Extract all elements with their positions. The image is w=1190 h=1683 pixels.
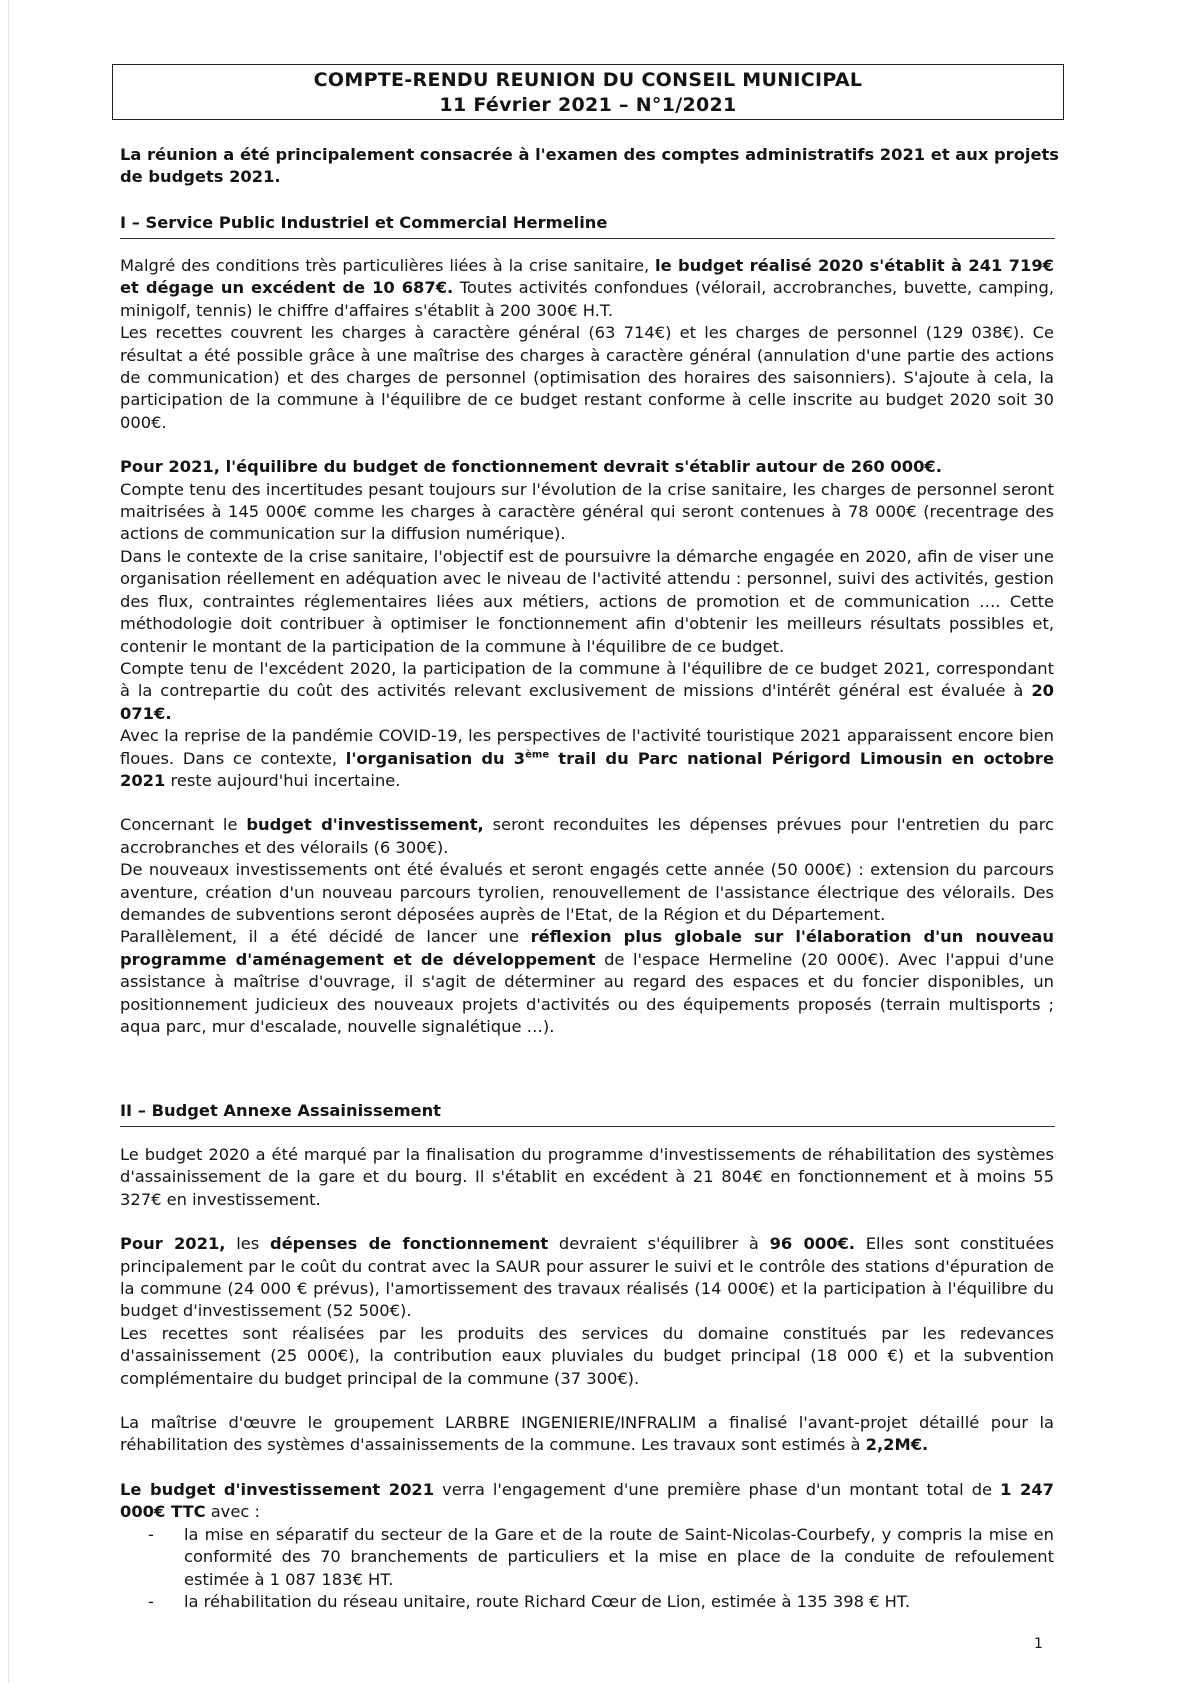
title-line-1: COMPTE-RENDU REUNION DU CONSEIL MUNICIPAL [313, 69, 863, 91]
section-1-paragraph-3 [120, 814, 1054, 859]
list-item: - la mise en séparatif du secteur de la Gare et de la route de Saint-Nicolas-Courbefy, y compris la mise en conformité des 70 branchements de particuliers et la mise en place de la conduite de refoulement estimée à 1 087 183€ HT. [120, 1524, 1054, 1591]
title-line-2: 11 Février 2021 – N°1/2021 [439, 94, 737, 116]
text-run: Compte tenu de l'excédent 2020, la participation de la commune à l'équilibre de ce budget 2021, correspondant à la contrepartie du coût des activités relevant exclusivement de missions d'intérêt général est évaluée à [120, 658, 1054, 701]
section-1-paragraph-1b: Les recettes couvrent les charges à caractère général (63 714€) et les charges de personnel (129 038€). Ce résultat a été possible grâce à une maîtrise des charges à caractère général (annulation d'une partie des actions de communication) et des charges de personnel (optimisation des horaires des saisonniers). S'ajoute à cela, la participation de la commune à l'équilibre de ce budget restant conforme à celle inscrite au budget 2020 soit 30 000€. [120, 323, 1054, 432]
text-run: verra l'engagement d'une première phase d'un montant total de [434, 1479, 1001, 1499]
section-2-paragraph-2 [120, 1233, 1054, 1323]
section-1-body [120, 255, 1054, 1038]
superscript: ème [525, 749, 550, 761]
section-2-paragraph-4 [120, 1479, 1054, 1524]
section-1-paragraph-2d [120, 658, 1054, 725]
text-run-bold: dépenses de fonctionnement [269, 1234, 549, 1254]
section-1-paragraph-3d [120, 926, 1054, 1038]
section-1-paragraph-2-lead: Pour 2021, l'équilibre du budget de fonctionnement devrait s'établir autour de 260 000€. [120, 457, 942, 477]
section-2-paragraph-1: Le budget 2020 a été marqué par la finalisation du programme d'investissements de réhabilitation des systèmes d'assainissement de la gare et du bourg. Il s'établit en excédent à 21 804€ en fonctionnement et à moins 55 327€ en investissement. [120, 1145, 1054, 1209]
text-run: devraient s'équilibrer à [548, 1234, 770, 1254]
page-number: 1 [1034, 1636, 1043, 1652]
text-run: les [225, 1234, 270, 1254]
section-2-paragraph-2e: Les recettes sont réalisées par les produits des services du domaine constitués par les redevances d'assainissement (25 000€), la contribution eaux pluviales du budget principal (18 000 €) et la subvention complémentaire du budget principal de la commune (37 300€). [120, 1323, 1054, 1388]
scan-margin-line [8, 0, 9, 1683]
text-run-bold: le budget réalisé 2020 s'établit à 241 719€ et dégage un excédent de 10 687€. [120, 256, 1054, 298]
text-run-bold: 96 000€. [769, 1234, 855, 1254]
text-run: avec : [205, 1502, 260, 1522]
title-box [112, 64, 1064, 120]
investment-list [120, 1524, 1054, 1614]
text-run: Elles sont constituées principalement par le coût du contrat avec la SAUR pour assurer le suivi et le contrôle des stations d'épuration de la commune (24 000 € prévus), l'amortissement des travaux réalisés (14 000€) et la participation à l'équilibre du budget d'investissement (52 500€). [120, 1234, 1055, 1321]
text-run-bold: 2,2M€. [865, 1435, 929, 1455]
text-run-bold: Le budget d'investissement 2021 [120, 1479, 435, 1499]
list-item: - la réhabilitation du réseau unitaire, route Richard Cœur de Lion, estimée à 135 398 € HT. [120, 1591, 1054, 1613]
text-run: reste aujourd'hui incertaine. [165, 770, 401, 790]
section-1-heading: I – Service Public Industriel et Commercial Hermeline [120, 212, 1055, 239]
section-2-body [120, 1144, 1054, 1613]
intro-paragraph: La réunion a été principalement consacrée à l'examen des comptes administratifs 2021 et aux projets de budgets 2021. [120, 145, 1059, 186]
text-run-bold: l'organisation du 3 [345, 748, 526, 768]
text-run: de l'espace Hermeline (20 000€). Avec l'appui d'une assistance à maîtrise d'ouvrage, il s'agit de déterminer au regard des espaces et du foncier disponibles, un positionnement judicieux des nouveaux projets d'activités ou des équipements proposés (terrain multisports ; aqua parc, mur d'escalade, nouvelle signalétique …). [120, 949, 1054, 1036]
text-run: Toutes activités confondues (vélorail, accrobranches, buvette, camping, minigolf, tennis) le chiffre d'affaires s'établit à 200 300€ H.T. [120, 278, 1054, 320]
text-run: Concernant le [120, 815, 247, 835]
section-1-paragraph-1 [120, 255, 1054, 322]
text-run-bold: Pour 2021, [120, 1234, 226, 1254]
text-run: seront reconduites les dépenses prévues pour l'entretien du parc accrobranches et des vélorails (6 300€). [120, 815, 1054, 857]
section-1-paragraph-2e [120, 725, 1054, 792]
text-run-bold: réflexion plus globale sur l'élaboration d'un nouveau programme d'aménagement et de développement [120, 927, 1054, 969]
section-1-paragraph-3c: De nouveaux investissements ont été évalués et seront engagés cette année (50 000€) : extension du parcours aventure, création d'un nouveau parcours tyrolien, renouvellement de l'assistance électrique des vélorails. Des demandes de subventions seront déposées auprès de l'Etat, de la Région et du Département. [120, 860, 1054, 924]
text-run: Malgré des conditions très particulières liées à la crise sanitaire, [120, 256, 655, 275]
section-1-paragraph-2b: Compte tenu des incertitudes pesant toujours sur l'évolution de la crise sanitaire, les charges de personnel seront maitrisées à 145 000€ comme les charges à caractère général qui seront contenues à 78 000€ (recentrage des actions de communication sur la diffusion numérique). [120, 479, 1054, 544]
text-run: La maîtrise d'œuvre le groupement LARBRE INGENIERIE/INFRALIM a finalisé l'avant-projet détaillé pour la réhabilitation des systèmes d'assainissements de la commune. Les travaux sont estimés à [120, 1413, 1054, 1455]
text-run: Avec la reprise de la pandémie COVID-19, les perspectives de l'activité touristique 2021 apparaissent encore bien floues. Dans ce contexte, [120, 726, 1054, 768]
text-run-bold: budget d'investissement, [246, 815, 484, 835]
text-run-bold: 20 071€. [120, 681, 1054, 723]
section-2-paragraph-3 [120, 1412, 1054, 1457]
section-1-paragraph-2c: Dans le contexte de la crise sanitaire, l'objectif est de poursuivre la démarche engagée en 2020, afin de viser une organisation réellement en adéquation avec le niveau de l'activité attendu : personnel, suivi des activités, gestion des flux, contraintes réglementaires liées aux métiers, actions de promotion et de communication …. Cette méthodologie doit contribuer à optimiser le fonctionnement afin d'obtenir les meilleurs résultats possibles et, contenir le montant de la participation de la commune à l'équilibre de ce budget. [120, 546, 1054, 656]
section-2-heading: II – Budget Annexe Assainissement [120, 1100, 1055, 1127]
text-run: Parallèlement, il a été décidé de lancer une [120, 927, 531, 947]
text-run-bold: 1 247 000€ TTC [120, 1479, 1054, 1522]
text-run-bold: trail du Parc national Périgord Limousin en octobre 2021 [120, 748, 1054, 790]
